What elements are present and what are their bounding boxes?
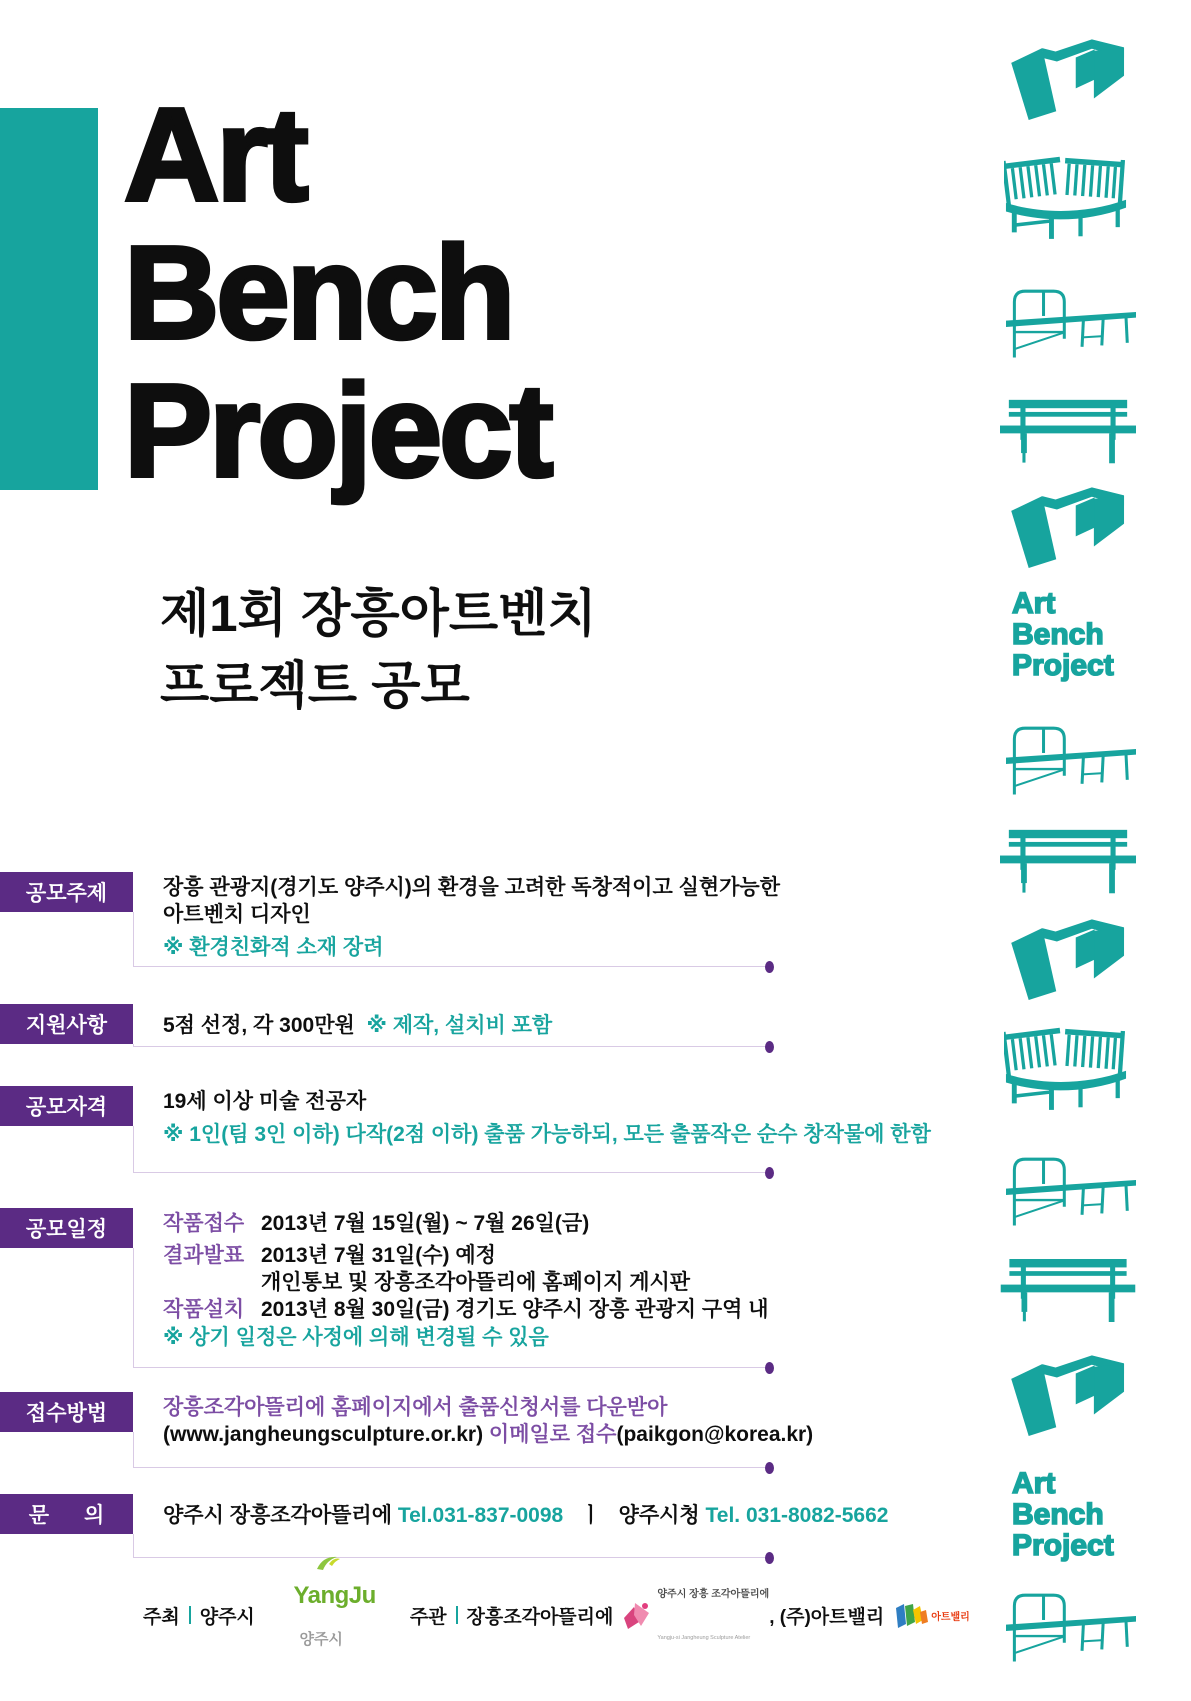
folded-bench-icon [1008, 36, 1126, 120]
section-application-label: 접수방법 [0, 1392, 133, 1432]
curved-slat-bench-icon [1004, 1021, 1128, 1127]
theme-text-line1: 장흥 관광지(경기도 양주시)의 환경을 고려한 독창적이고 실현가능한 [163, 876, 780, 899]
support-text: 5점 선정, 각 300만원 [163, 1014, 355, 1037]
side-logo-line: Project [1012, 649, 1114, 682]
artvalley-icon [894, 1602, 928, 1628]
atelier-logo-korean: 양주시 장흥 조각아뜰리에 [657, 1588, 770, 1600]
inquiry-divider: ㅣ [563, 1504, 619, 1527]
inquiry-tel2: Tel. 031-8082-5662 [705, 1504, 889, 1527]
folded-bench-icon [1008, 1352, 1126, 1436]
side-logo-line: Project [1012, 1529, 1114, 1562]
sculpture-atelier-icon [623, 1600, 651, 1630]
schedule-row-installation [163, 1296, 769, 1323]
yangju-logo-text: YangJu [293, 1581, 376, 1609]
partner-name: , (주)아트밸리 [769, 1606, 885, 1628]
folded-bench-icon [1008, 916, 1126, 1000]
main-title-line: Bench [124, 219, 513, 366]
side-logo-line: Bench [1012, 1498, 1104, 1531]
organizer-name: 장흥조각아뜰리에 [466, 1606, 614, 1628]
park-bench-icon [1000, 829, 1136, 895]
section-schedule-label: 공모일정 [0, 1208, 133, 1248]
yangju-logo [267, 1564, 376, 1667]
artvalley-logo-text: 아트밸리 [931, 1611, 970, 1623]
park-bench-icon [1000, 1259, 1136, 1323]
footer-divider [456, 1606, 458, 1624]
main-title-line: Project [124, 357, 551, 504]
host-name: 양주시 [199, 1606, 255, 1628]
side-logo [1012, 1468, 1114, 1561]
inquiry-org1: 양주시 장흥조각아뜰리에 [163, 1504, 398, 1527]
schedule-row-submission [163, 1210, 769, 1237]
teal-accent-block [0, 108, 98, 490]
eligibility-note: ※ 1인(팀 3인 이하) 다작(2점 이하) 출품 가능하되, 모든 출품작은 순수 창작물에 한함 [163, 1123, 931, 1146]
tubular-bench-icon [1004, 1150, 1138, 1228]
application-email: (paikgon@korea.kr) [616, 1423, 814, 1446]
schedule-value: 2013년 8월 30일(금) 경기도 양주시 장흥 관광지 구역 내 [261, 1298, 769, 1321]
host-label: 주최 [143, 1606, 180, 1628]
schedule-key: 작품접수 [163, 1212, 245, 1235]
tubular-bench-icon [1004, 1586, 1138, 1664]
schedule-row-announcement-cont: 개인통보 및 장흥조각아뜰리에 홈페이지 게시판 [261, 1271, 691, 1294]
schedule-note: ※ 상기 일정은 사정에 의해 변경될 수 있음 [163, 1326, 549, 1349]
sculpture-atelier-logo-text [657, 1554, 769, 1677]
support-note: ※ 제작, 설치비 포함 [354, 1014, 553, 1037]
support-text-line [163, 1012, 552, 1039]
footer-divider [189, 1606, 191, 1624]
schedule-key: 작품설치 [163, 1298, 245, 1321]
side-logo-line: Bench [1012, 618, 1104, 651]
leaf-icon [315, 1555, 341, 1571]
section-support-label: 지원사항 [0, 1004, 133, 1044]
theme-note: ※ 환경친화적 소재 장려 [163, 936, 384, 959]
inquiry-line [163, 1502, 888, 1529]
schedule-value: 2013년 7월 15일(월) ~ 7월 26일(금) [261, 1212, 590, 1235]
tubular-bench-icon [1004, 282, 1138, 360]
atelier-logo-english: Yangju-si Jangheung Sculpture Atelier [657, 1635, 751, 1642]
eligibility-text: 19세 이상 미술 전공자 [163, 1090, 367, 1113]
main-title-line: Art [124, 81, 306, 228]
tubular-bench-icon [1004, 719, 1138, 797]
schedule-key: 결과발표 [163, 1244, 245, 1267]
section-divider [133, 1044, 769, 1047]
theme-text-line2: 아트벤치 디자인 [163, 903, 311, 926]
subtitle-line: 프로젝트 공모 [160, 657, 470, 714]
poster-subtitle [160, 578, 597, 722]
park-bench-icon [1000, 399, 1136, 465]
folded-bench-icon [1008, 484, 1126, 568]
application-url: (www.jangheungsculpture.or.kr) [163, 1423, 489, 1446]
yangju-logo-sub: 양주시 [299, 1630, 343, 1648]
inquiry-tel1: Tel.031-837-0098 [397, 1504, 564, 1527]
side-logo-line: Art [1012, 587, 1056, 620]
schedule-value: 2013년 7월 31일(수) 예정 [261, 1244, 496, 1267]
subtitle-line: 제1회 장흥아트벤치 [160, 585, 597, 642]
curved-slat-bench-icon [1004, 150, 1128, 256]
section-eligibility-label: 공모자격 [0, 1086, 133, 1126]
application-mid: 이메일로 접수 [488, 1423, 617, 1446]
application-line1: 장흥조각아뜰리에 홈페이지에서 출품신청서를 다운받아 [163, 1396, 668, 1419]
section-inquiry-label: 문 의 [0, 1494, 133, 1534]
main-title [124, 81, 551, 504]
inquiry-org2: 양주시청 [618, 1504, 706, 1527]
application-line2 [163, 1421, 813, 1448]
side-logo [1012, 588, 1114, 681]
schedule-row-announcement [163, 1242, 769, 1269]
organizer-label: 주관 [409, 1606, 447, 1628]
footer-credits [143, 1581, 970, 1648]
section-theme-label: 공모주제 [0, 872, 133, 912]
side-logo-line: Art [1012, 1467, 1056, 1500]
